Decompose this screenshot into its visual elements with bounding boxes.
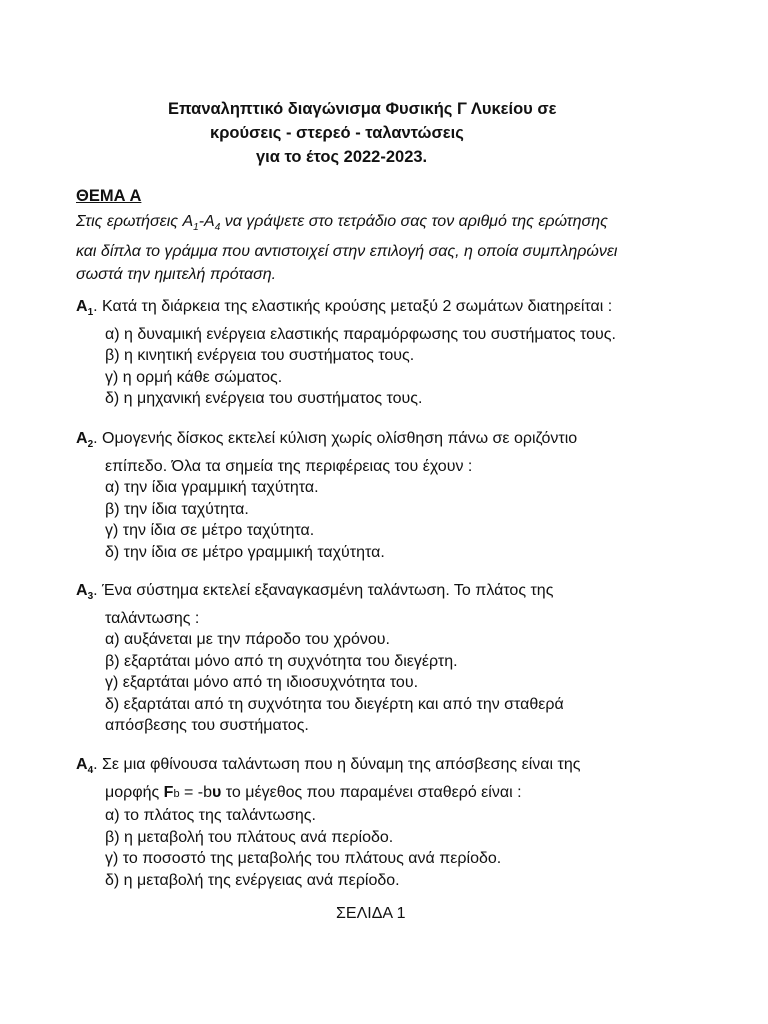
title-line-2: κρούσεις - στερεό - ταλαντώσεις — [210, 124, 464, 142]
question-number: $A_2$ — [76, 430, 94, 451]
question-number: $A_1$ — [76, 298, 94, 319]
option: β) η κινητική ενέργεια του συστήματος τους. — [105, 347, 415, 365]
section-heading: ΘΕΜΑ Α — [76, 187, 142, 205]
page-number: ΣΕΛΙΔΑ 1 — [336, 905, 406, 922]
option: γ) εξαρτάται μόνο από τη ιδιοσυχνότητα του. — [105, 674, 419, 692]
option: α) η δυναμική ενέργεια ελαστικής παραμόρφωσης του συστήματος τους. — [105, 325, 616, 343]
option: δ) η μεταβολή της ενέργειας ανά περίοδο. — [105, 871, 400, 889]
question-stem: $A_4$. Σε μια φθίνουσα ταλάντωση που η δύναμη της απόσβεσης είναι της — [76, 756, 581, 777]
option: γ) την ίδια σε μέτρο ταχύτητα. — [105, 522, 315, 540]
velocity-symbol: υ — [212, 783, 222, 801]
instructions-line-1: Στις ερωτήσεις $A_1-A_4$ να γράψετε στο τετράδιο σας τον αριθμό της ερώτησης — [76, 213, 608, 234]
force-subscript: b — [173, 787, 180, 800]
option: δ) η μηχανική ενέργεια του συστήματος τους. — [105, 390, 423, 408]
question-a4 — [76, 754, 580, 891]
instructions-line-3: σωστά την ημιτελή πρόταση. — [76, 266, 277, 284]
option-continued: απόσβεσης του συστήματος. — [105, 717, 309, 735]
option: α) την ίδια γραμμική ταχύτητα. — [105, 479, 319, 497]
option: α) αυξάνεται με την πάροδο του χρόνου. — [105, 631, 390, 649]
option: δ) εξαρτάται από τη συχνότητα του διεγέρτη και από την σταθερά — [105, 695, 564, 713]
question-stem-continued: επίπεδο. Όλα τα σημεία της περιφέρειας του έχουν : — [105, 457, 473, 475]
subscript: 4 — [214, 222, 221, 234]
question-number: $A_3$ — [76, 582, 94, 603]
question-stem-continued: ταλάντωσης : — [105, 609, 200, 627]
instructions — [76, 210, 716, 287]
question-stem: $A_1$. Κατά τη διάρκεια της ελαστικής κρούσης μεταξύ 2 σωμάτων διατηρείται : — [76, 298, 613, 319]
instructions-line-2: και δίπλα το γράμμα που αντιστοιχεί στην επιλογή σας, η οποία συμπληρώνει — [76, 242, 618, 260]
question-stem: $A_2$. Ομογενής δίσκος εκτελεί κύλιση χωρίς ολίσθηση πάνω σε οριζόντιο — [76, 430, 578, 451]
question-stem-continued: μορφής Fb = -bυ το μέγεθος που παραμένει σταθερό είναι : — [105, 783, 522, 801]
force-symbol: F — [163, 783, 174, 801]
question-stem: $A_3$. Ένα σύστημα εκτελεί εξαναγκασμένη ταλάντωση. Το πλάτος της — [76, 582, 554, 603]
question-a3 — [76, 580, 564, 737]
title-line-1: Επαναληπτικό διαγώνισμα Φυσικής Γ Λυκείου σε — [168, 100, 557, 118]
option: β) εξαρτάται μόνο από τη συχνότητα του διεγέρτη. — [105, 652, 458, 670]
question-a1 — [76, 296, 616, 410]
title-line-3: για το έτος 2022-2023. — [256, 148, 428, 166]
option: γ) η ορμή κάθε σώματος. — [105, 368, 283, 386]
option: β) η μεταβολή του πλάτους ανά περίοδο. — [105, 828, 394, 846]
question-number: $A_4$ — [76, 756, 94, 777]
option: β) την ίδια ταχύτητα. — [105, 500, 249, 518]
question-a2 — [76, 428, 577, 563]
option: α) το πλάτος της ταλάντωσης. — [105, 807, 316, 825]
option: γ) το ποσοστό της μεταβολής του πλάτους ανά περίοδο. — [105, 850, 502, 868]
option: δ) την ίδια σε μέτρο γραμμική ταχύτητα. — [105, 543, 385, 561]
subscript: 1 — [193, 222, 199, 234]
